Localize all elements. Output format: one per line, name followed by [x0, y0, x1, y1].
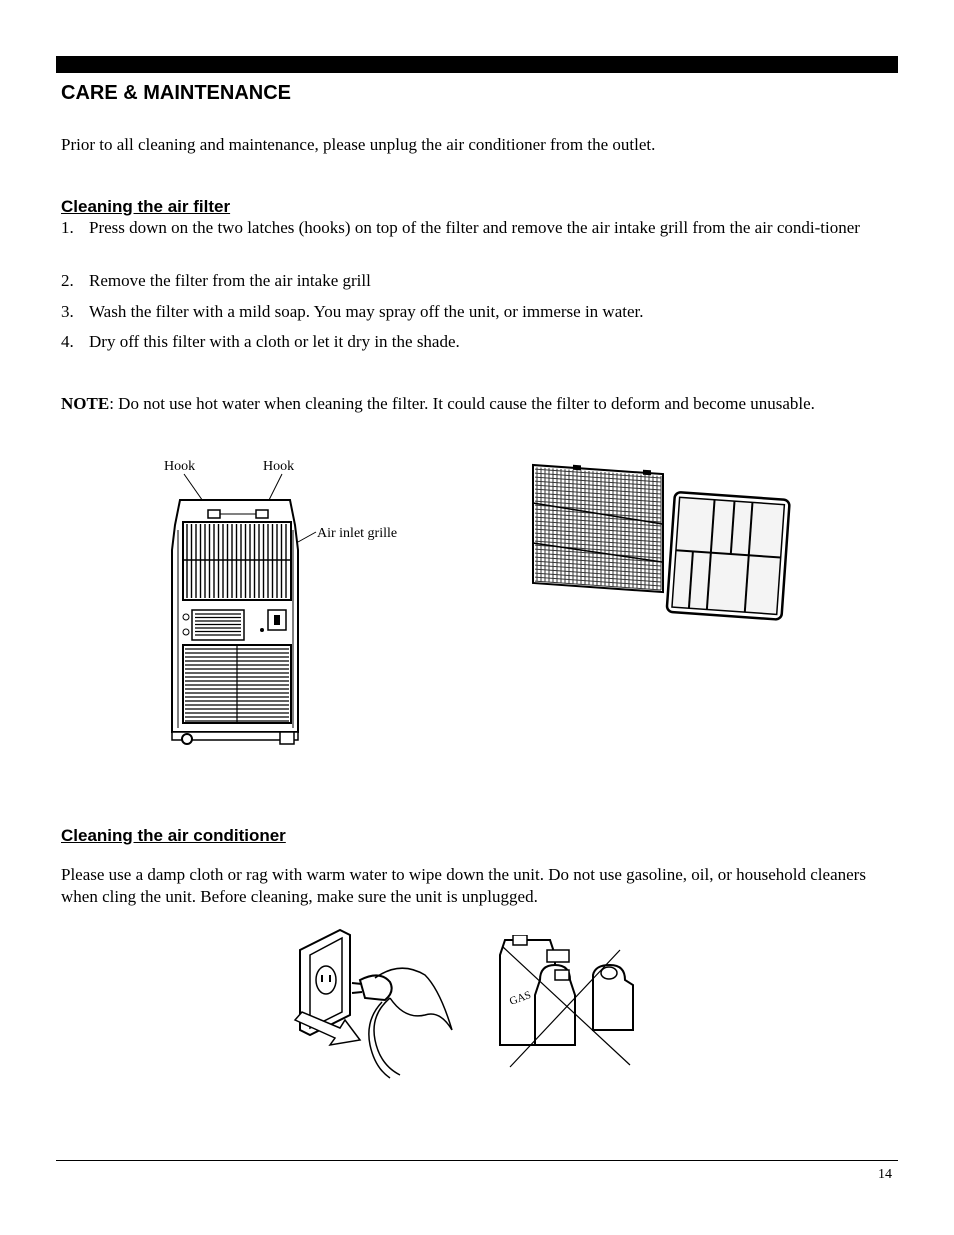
list-item	[61, 270, 896, 292]
list-item	[61, 331, 896, 353]
list-text: Dry off this filter with a cloth or let it dry in the shade.	[89, 332, 460, 351]
list-number: 2.	[61, 271, 74, 290]
list-number: 4.	[61, 332, 74, 351]
filters-figure	[515, 460, 800, 625]
list-number: 1.	[61, 218, 74, 237]
page-number: 14	[878, 1167, 892, 1182]
list-text: Press down on the two latches (hooks) on top of the filter and remove the air intake grill from the air condi-tioner	[89, 218, 860, 237]
conditioner-paragraph: Please use a damp cloth or rag with warm water to wipe down the unit. Do not use gasoline, oil, or household cleaners when cling the unit. Before cleaning, make sure the unit is unplugged.	[61, 865, 866, 906]
top-rule	[56, 56, 898, 73]
filter-section-heading: Cleaning the air filter	[61, 197, 231, 216]
intro-paragraph: Prior to all cleaning and maintenance, please unplug the air conditioner from the outlet.	[61, 135, 656, 154]
note-paragraph	[61, 393, 815, 415]
note-text: : Do not use hot water when cleaning the filter. It could cause the filter to deform and become unusable.	[109, 394, 815, 413]
unplug-figure	[290, 920, 460, 1080]
conditioner-section-heading: Cleaning the air conditioner	[61, 826, 286, 845]
list-item	[61, 301, 896, 323]
hook-left-label: Hook	[164, 459, 196, 474]
list-text: Remove the filter from the air intake grill	[89, 271, 371, 290]
bottom-rule	[56, 1160, 898, 1161]
hook-right-label: Hook	[263, 459, 295, 474]
gas-label: GAS	[507, 989, 533, 1008]
page-title: CARE & MAINTENANCE	[61, 82, 291, 104]
list-number: 3.	[61, 302, 74, 321]
unit-diagram-figure	[150, 450, 420, 750]
air-inlet-label: Air inlet grille	[317, 526, 398, 541]
list-item	[61, 217, 896, 239]
note-label: NOTE	[61, 394, 110, 413]
no-chemicals-figure	[495, 935, 640, 1075]
list-text: Wash the filter with a mild soap. You may spray off the unit, or immerse in water.	[89, 302, 644, 321]
